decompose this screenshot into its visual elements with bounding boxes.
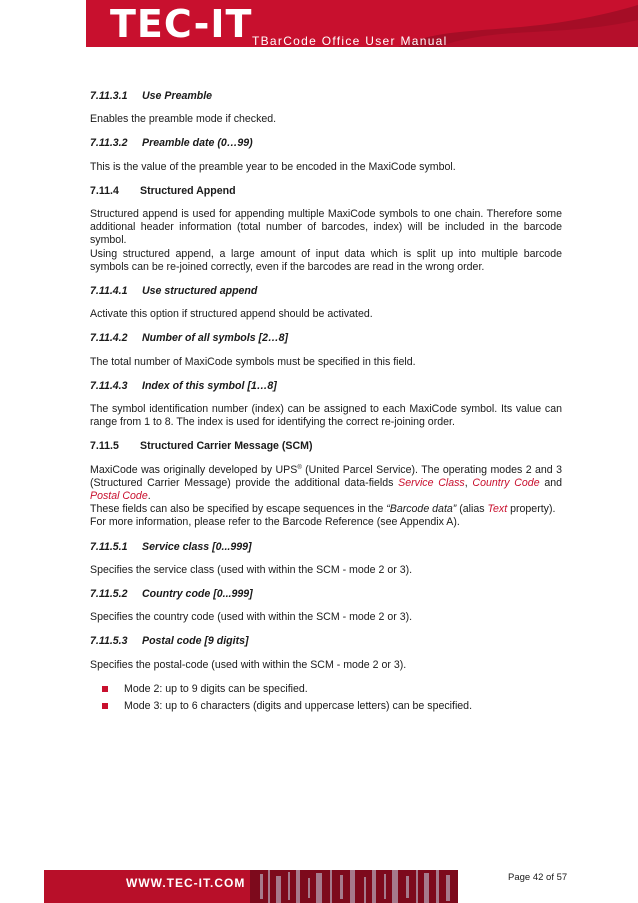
bullet-list <box>90 683 562 713</box>
field-service-class: Service Class <box>398 476 465 489</box>
footer-pattern-graphic <box>250 870 458 903</box>
field-postal-code: Postal Code <box>90 490 148 503</box>
heading-number-of-symbols: 7.11.4.2 Number of all symbols [2…8] <box>90 332 288 345</box>
field-text: Text <box>487 503 508 516</box>
heading-structured-append: 7.11.4 Structured Append <box>90 184 236 197</box>
footer-banner <box>44 870 458 903</box>
heading-scm: 7.11.5 Structured Carrier Message (SCM) <box>90 440 313 453</box>
paragraph: The symbol identification number (index) can be assigned to each MaxiCode symbol. Its value can range from 1 to 8. The index is used for identifying the correct re-joining order. <box>90 403 562 429</box>
paragraph: Specifies the service class (used with within the SCM - mode 2 or 3). <box>90 563 413 576</box>
paragraph: Structured append is used for appending multiple MaxiCode symbols to one chain. Therefore some additional header information (total number of barcodes, index) will be included in the barcode symbol. Using structured append, a large amount of input data which is split up into multiple barcode symbols can be re-joined correctly, even if the barcodes are read in the wrong order. <box>90 208 562 273</box>
square-bullet-icon <box>102 686 108 692</box>
paragraph: The total number of MaxiCode symbols must be specified in this field. <box>90 355 416 368</box>
manual-title: TBarCode Office User Manual <box>252 34 448 48</box>
heading-country-code: 7.11.5.2 Country code [0...999] <box>90 588 253 601</box>
heading-postal-code: 7.11.5.3 Postal code [9 digits] <box>90 635 249 648</box>
heading-use-preamble: 7.11.3.1 Use Preamble <box>90 90 213 102</box>
paragraph: MaxiCode was originally developed by UPS® (United Parcel Service). The operating modes 2 and 3 (Structured Carrier Message) provide the additional data-fields Service Class, Country Code and Postal Code. These fields can also be specified by escape sequences in the “Barcode data” (alias Text property). For more information, please refer to the Barcode Reference (see Appendix A). <box>90 463 563 529</box>
tec-it-logo: TEC-IT <box>110 2 253 46</box>
heading-service-class: 7.11.5.1 Service class [0...999] <box>90 540 252 553</box>
list-item: Mode 3: up to 6 characters (digits and uppercase letters) can be specified. <box>90 700 562 713</box>
paragraph: Specifies the country code (used with within the SCM - mode 2 or 3). <box>90 611 413 624</box>
paragraph: Enables the preamble mode if checked. <box>90 113 277 126</box>
heading-preamble-date: 7.11.3.2 Preamble date (0…99) <box>90 137 253 150</box>
page-number: Page 42 of 57 <box>508 872 568 883</box>
footer-url: WWW.TEC-IT.COM <box>126 876 246 890</box>
field-country-code: Country Code <box>472 476 540 489</box>
page-content <box>90 90 562 717</box>
paragraph: Activate this option if structured append should be activated. <box>90 308 373 321</box>
paragraph: This is the value of the preamble year to be encoded in the MaxiCode symbol. <box>90 160 456 173</box>
heading-index-of-symbol: 7.11.4.3 Index of this symbol [1…8] <box>90 379 277 392</box>
paragraph: Specifies the postal-code (used with within the SCM - mode 2 or 3). <box>90 658 407 671</box>
heading-use-structured-append: 7.11.4.1 Use structured append <box>90 285 258 298</box>
square-bullet-icon <box>102 703 108 709</box>
list-item: Mode 2: up to 9 digits can be specified. <box>90 683 562 696</box>
